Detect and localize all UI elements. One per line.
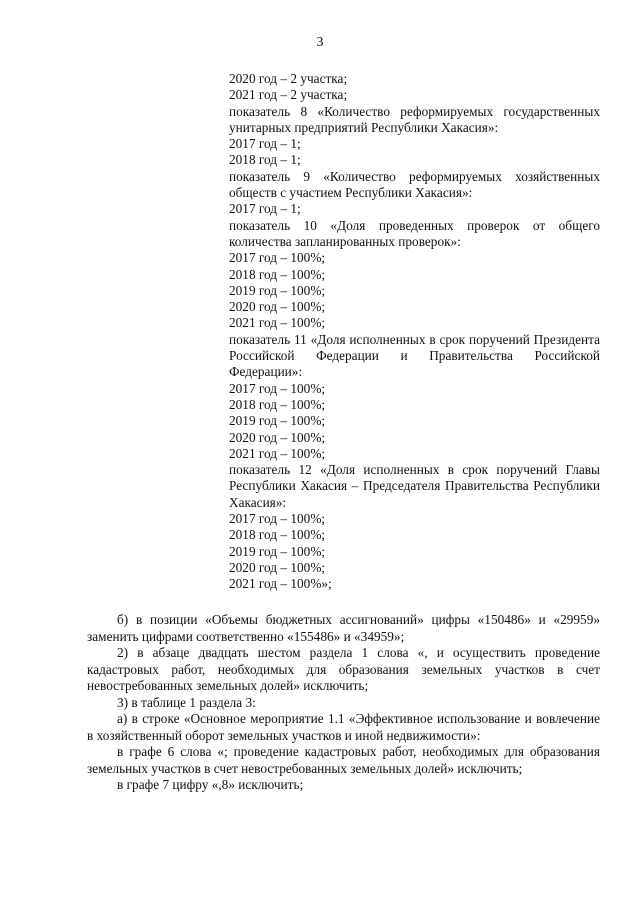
indicator-line: 2017 год – 1;: [229, 201, 301, 217]
indicator-line: 2020 год – 100%;: [229, 559, 326, 575]
amendment-paragraph: в графе 7 цифру «,8» исключить;: [117, 777, 304, 792]
indicator-line: 2019 год – 100%;: [229, 282, 326, 298]
indicator-line: 2017 год – 100%;: [229, 380, 326, 396]
amendment-paragraph: б) в позиции «Объемы бюджетных ассигнований» цифры «150486» и «29959» заменить цифрами соответственно «155486» и «34959»;: [87, 612, 600, 644]
amendment-paragraph: 2) в абзаце двадцать шестом раздела 1 слова «, и осуществить проведение кадастровых работ, необходимых для образования земельных участков в счет невостребованных земельных долей» исключить;: [87, 645, 600, 693]
indicator-line: 2019 год – 100%;: [229, 543, 326, 559]
indicator-line: 2020 год – 2 участка;: [229, 71, 348, 86]
indicator-line: 2017 год – 100%;: [229, 250, 326, 266]
indicator-line: 2018 год – 1;: [229, 152, 301, 168]
amendment-paragraph: в графе 6 слова «; проведение кадастровых работ, необходимых для образования земельных участков в счет невостребованных земельных долей» исключить;: [87, 744, 600, 776]
indicator-heading: показатель 9 «Количество реформируемых хозяйственных обществ с участием Республики Хакасия»:: [229, 168, 600, 201]
indicator-line: 2021 год – 100%;: [229, 315, 326, 331]
indicator-line: 2021 год – 100%»;: [229, 576, 332, 592]
amendment-paragraph: 3) в таблице 1 раздела 3:: [117, 694, 256, 710]
indicator-heading: показатель 8 «Количество реформируемых государственных унитарных предприятий Республики Хакасия»:: [229, 103, 600, 135]
indicator-line: 2019 год – 100%;: [229, 413, 326, 429]
indicator-line: 2017 год – 1;: [229, 136, 301, 152]
amendment-paragraph: а) в строке «Основное мероприятие 1.1 «Эффективное использование и вовлечение в хозяйственный оборот земельных участков и иной недвижимости»:: [87, 711, 600, 743]
indicators-block: [229, 71, 600, 593]
page-number: 3: [316, 35, 324, 50]
indicator-line: 2018 год – 100%;: [229, 266, 326, 282]
indicator-heading: показатель 12 «Доля исполненных в срок поручений Главы Республики Хакасия – Председателя Правительства Республики Хакасия»:: [229, 462, 600, 510]
indicator-heading: показатель 11 «Доля исполненных в срок поручений Президента Российской Федерации и Правительства Российской Федерации»:: [229, 331, 600, 380]
indicator-line: 2020 год – 100%;: [229, 429, 326, 445]
indicator-line: 2018 год – 100%;: [229, 396, 326, 412]
indicator-line: 2020 год – 100%;: [229, 299, 326, 315]
indicator-line: 2021 год – 2 участка;: [229, 87, 348, 103]
indicator-line: 2018 год – 100%;: [229, 527, 326, 543]
indicator-line: 2017 год – 100%;: [229, 511, 326, 527]
indicator-heading: показатель 10 «Доля проведенных проверок от общего количества запланированных проверок»:: [229, 217, 600, 249]
amendments-block: [87, 612, 600, 794]
indicator-line: 2021 год – 100%;: [229, 445, 326, 461]
